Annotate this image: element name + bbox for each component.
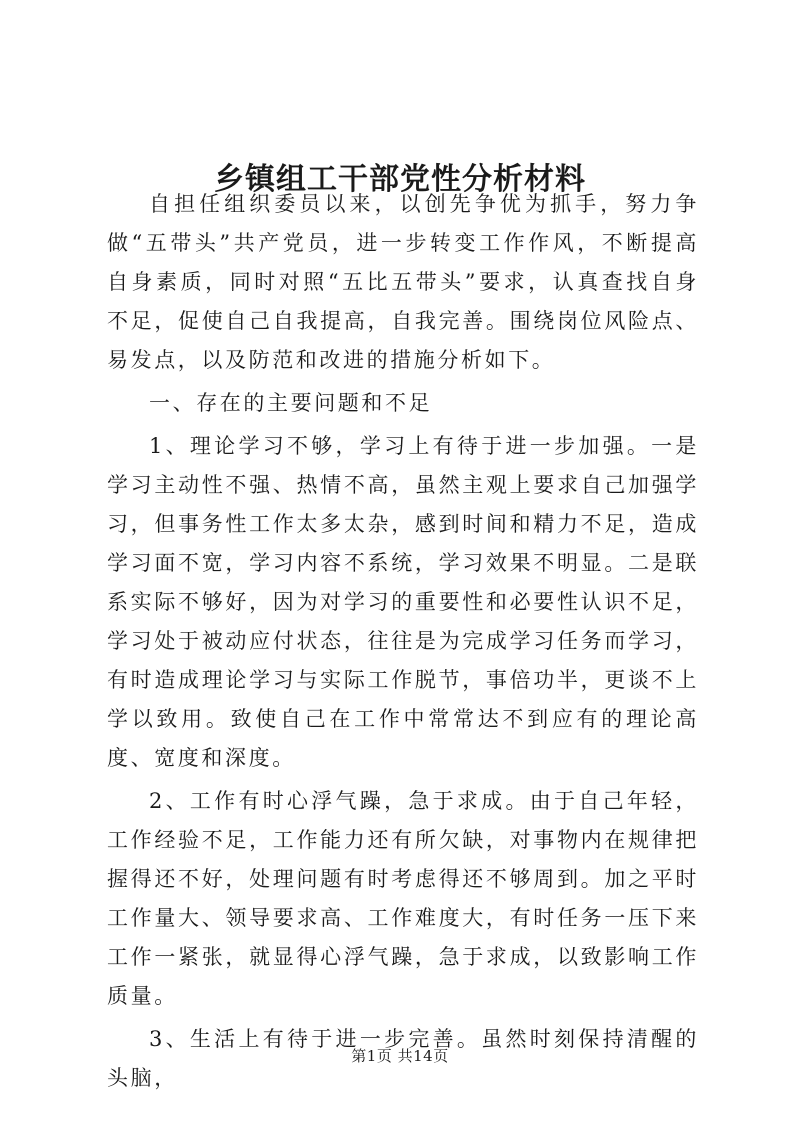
section-heading: 一、存在的主要问题和不足 — [149, 391, 433, 415]
issue-paragraph-3: 3、生活上有待于进一步完善。虽然时刻保持清醒的头脑， — [107, 1027, 699, 1090]
issue-paragraph-1: 1、理论学习不够，学习上有待于进一步加强。一是学习主动性不强、热情不高，虽然主观上要求自己加强学习，但事务性工作太多太杂，感到时间和精力不足，造成学习面不宽，学习内容不系统，学习效果不明显。二是联系实际不够好，因为对学习的重要性和必要性认识不足，学习处于被动应付状态，往往是为完成学习任务而学习，有时造成理论学习与实际工作脱节，事倍功半，更谈不上学以致用。致使自己在工作中常常达不到应有的理论高度、宽度和深度。 — [107, 434, 699, 770]
document-title: 乡镇组工干部党性分析材料 — [214, 162, 586, 198]
page-footer: 第1页 共14页 — [351, 1047, 449, 1065]
issue-paragraph-2: 2、工作有时心浮气躁，急于求成。由于自己年轻，工作经验不足，工作能力还有所欠缺，对事物内在规律把握得还不好，处理问题有时考虑得还不够周到。加之平时工作量大、领导要求高、工作难度大，有时任务一压下来工作一紧张，就显得心浮气躁，急于求成，以致影响工作质量。 — [107, 789, 699, 1008]
document-body — [107, 185, 699, 1098]
intro-paragraph: 自担任组织委员以来，以创先争优为抓手，努力争做“五带头”共产党员，进一步转变工作作风，不断提高自身素质，同时对照“五比五带头”要求，认真查找自身不足，促使自己自我提高，自我完善。围绕岗位风险点、易发点，以及防范和改进的措施分析如下。 — [107, 192, 699, 372]
